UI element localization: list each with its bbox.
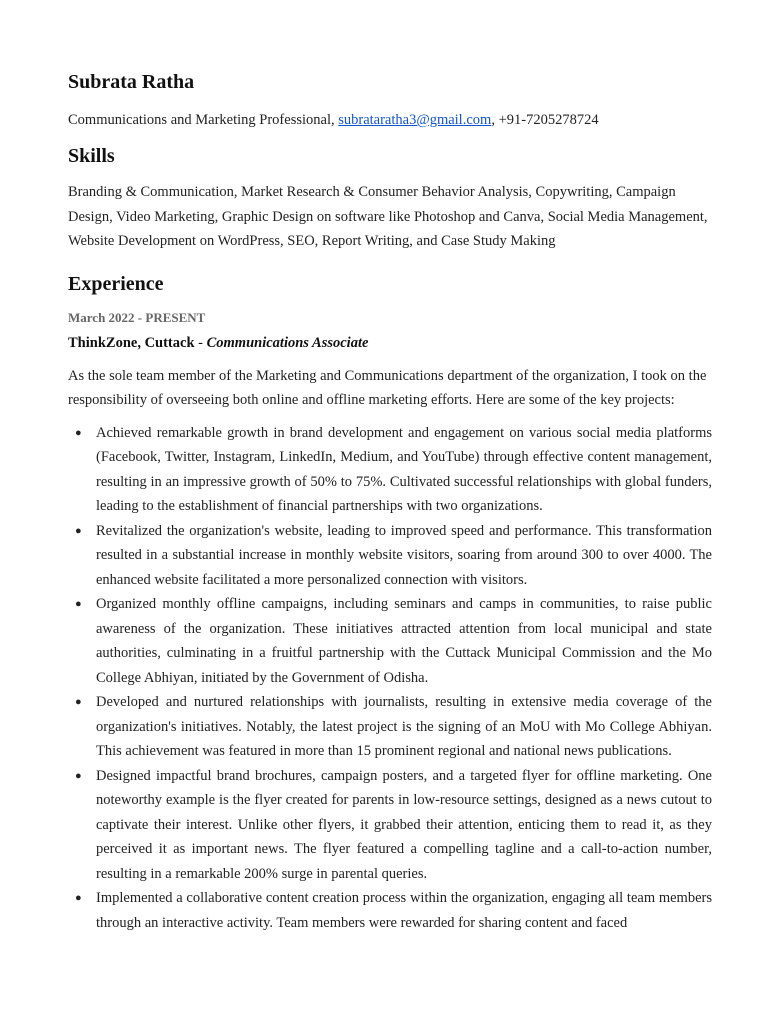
skills-text: Branding & Communication, Market Research & Consumer Behavior Analysis, Copywriting, Campaign Design, Video Marketing, Graphic Design on software like Photoshop and Canva, Social Media Management, Website Development on WordPress, SEO, Report Writing, and Case Study Making — [68, 184, 708, 249]
bullet-text: Achieved remarkable growth in brand development and engagement on various social media platforms (Facebook, Twitter, Instagram, LinkedIn, Medium, and YouTube) through effective content management, resulting in an impressive growth of 50% to 75%. Cultivated successful relationships with global funders, leading to the establishment of financial partnerships with two organizations. — [96, 424, 712, 514]
list-item — [75, 592, 712, 690]
experience-heading: Experience — [68, 272, 164, 295]
contact-separator: , — [330, 112, 339, 128]
job-date: March 2022 - PRESENT — [68, 309, 206, 325]
job-intro: As the sole team member of the Marketing and Communications department of the organization, I took on the responsibility of overseeing both online and offline marketing efforts. Here are some of the key projects: — [68, 367, 707, 408]
company-name: ThinkZone, Cuttack — [68, 334, 195, 351]
job-entry — [68, 308, 712, 936]
contact-line — [68, 110, 712, 130]
bullet-text: Implemented a collaborative content creation process within the organization, engaging all team members through an interactive activity. Team members were rewarded for sharing content and faced — [96, 890, 712, 931]
email-link[interactable]: subrataratha3@gmail.com — [338, 112, 492, 128]
bullet-text: Developed and nurtured relationships with journalists, resulting in extensive media coverage of the organization's initiatives. Notably, the latest project is the signing of an MoU with Mo College Abhiyan. This achievement was featured in more than 15 prominent regional and national news publications. — [96, 694, 712, 759]
professional-title: Communications and Marketing Professional — [68, 112, 331, 128]
job-role: Communications Associate — [206, 334, 369, 351]
list-item — [75, 519, 712, 593]
contact-separator: , — [491, 112, 499, 128]
bullet-icon: ● — [75, 524, 82, 537]
list-item — [75, 690, 712, 764]
bullet-icon: ● — [75, 769, 82, 782]
bullet-icon: ● — [75, 426, 82, 439]
list-item — [75, 764, 712, 887]
bullet-icon: ● — [75, 598, 82, 610]
job-bullet-list — [68, 421, 712, 936]
list-item — [75, 421, 712, 519]
bullet-text: Revitalized the organization's website, leading to improved speed and performance. This transformation resulted in a substantial increase in monthly website visitors, soaring from around 300 to over 4000. The enhanced website facilitated a more personalized connection with visitors. — [96, 522, 712, 588]
bullet-icon: ● — [75, 696, 82, 708]
job-title-line — [68, 332, 712, 354]
skills-heading: Skills — [68, 145, 115, 167]
phone-number: +91-7205278724 — [498, 112, 599, 128]
candidate-name: Subrata Ratha — [68, 71, 195, 93]
bullet-icon: ● — [75, 892, 82, 904]
list-item — [75, 886, 712, 935]
bullet-text: Organized monthly offline campaigns, including seminars and camps in communities, to raise public awareness of the organization. These initiatives attracted attention from local municipal and state authorities, culminating in a fruitful partnership with the Cuttack Municipal Commission and the Mo College Abhiyan, initiated by the Government of Odisha. — [96, 596, 712, 686]
bullet-text: Designed impactful brand brochures, campaign posters, and a targeted flyer for offline marketing. One noteworthy example is the flyer created for parents in low-resource settings, designed as a news cutout to captivate their interest. Unlike other flyers, it grabbed their attention, enticing them to read it, as they perceived it as important news. The flyer featured a compelling tagline and a call-to-action number, resulting in a remarkable 200% surge in parental queries. — [96, 767, 712, 882]
job-dash: - — [194, 334, 207, 351]
